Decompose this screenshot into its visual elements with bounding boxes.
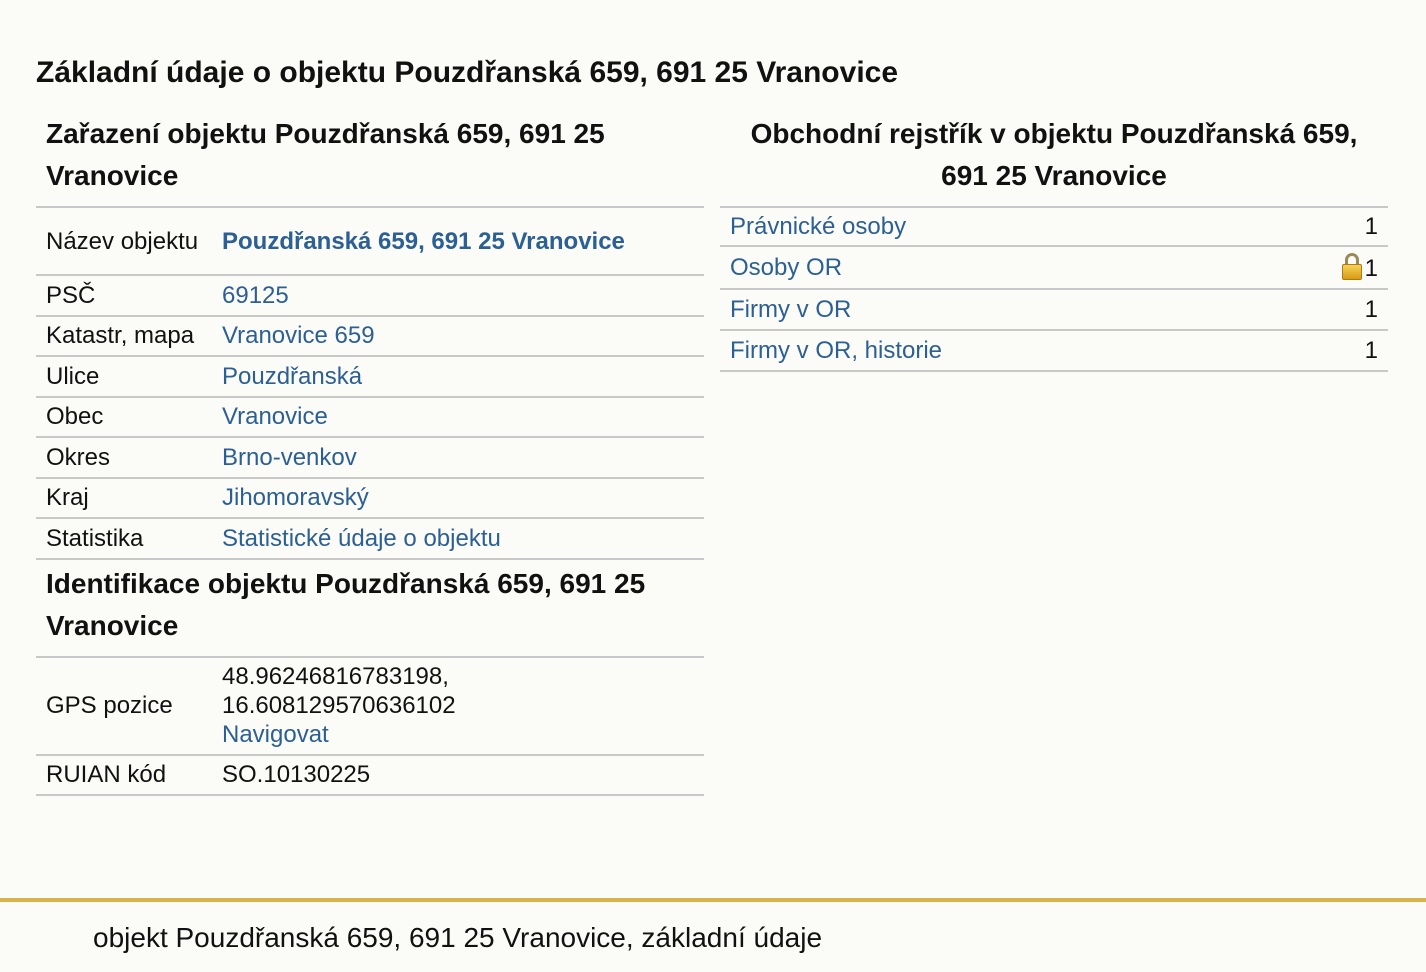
table-row — [36, 437, 704, 478]
identification-table — [36, 656, 704, 796]
lock-icon — [1341, 253, 1361, 279]
table-row — [36, 657, 704, 755]
identification-title: Identifikace objektu Pouzdřanská 659, 691 25 Vranovice — [46, 567, 646, 641]
table-row — [720, 289, 1388, 330]
table-row — [36, 316, 704, 357]
object-name-link[interactable]: Pouzdřanská 659, 691 25 Vranovice — [222, 227, 625, 255]
table-row — [36, 478, 704, 519]
cadastre-map-link[interactable]: Vranovice 659 — [222, 322, 375, 350]
companies-or-count: 1 — [1288, 289, 1388, 330]
street-link[interactable]: Pouzdřanská — [222, 362, 363, 390]
table-row — [720, 207, 1388, 246]
table-row — [36, 356, 704, 397]
left-column — [36, 110, 704, 796]
row-key-psc: PSČ — [36, 275, 212, 316]
companies-or-history-link[interactable]: Firmy v OR, historie — [730, 336, 943, 364]
business-register-table — [720, 206, 1388, 372]
table-row — [720, 246, 1388, 289]
municipality-link[interactable]: Vranovice — [222, 403, 328, 431]
table-row — [36, 397, 704, 438]
classification-title: Zařazení objektu Pouzdřanská 659, 691 25 Vranovice — [46, 118, 605, 191]
gps-longitude: 16.608129570636102 — [222, 692, 456, 719]
footer-text: objekt Pouzdřanská 659, 691 25 Vranovice, základní údaje — [93, 922, 823, 953]
statistics-link[interactable]: Statistické údaje o objektu — [222, 524, 501, 552]
gps-latitude: 48.96246816783198, — [222, 663, 449, 690]
row-key-cadastre: Katastr, mapa — [36, 316, 212, 357]
page-title: Základní údaje o objektu Pouzdřanská 659, 691 25 Vranovice — [36, 56, 899, 89]
row-key-gps: GPS pozice — [36, 657, 212, 755]
table-row — [36, 755, 704, 795]
classification-table — [36, 206, 704, 560]
table-row — [36, 518, 704, 559]
table-row — [720, 330, 1388, 371]
district-link[interactable]: Brno-venkov — [222, 443, 357, 471]
row-key-ruian: RUIAN kód — [36, 755, 212, 795]
companies-or-link[interactable]: Firmy v OR — [730, 295, 852, 323]
legal-entities-count: 1 — [1288, 207, 1388, 246]
companies-or-history-count: 1 — [1288, 330, 1388, 371]
row-key-district: Okres — [36, 437, 212, 478]
row-key-street: Ulice — [36, 356, 212, 397]
psc-link[interactable]: 69125 — [222, 281, 289, 309]
right-column — [720, 110, 1388, 372]
row-key-statistics: Statistika — [36, 518, 212, 559]
persons-or-count: 1 — [1364, 254, 1378, 282]
table-row — [36, 207, 704, 275]
persons-or-link[interactable]: Osoby OR — [730, 253, 843, 281]
row-key-municipality: Obec — [36, 397, 212, 438]
ruian-code: SO.10130225 — [212, 755, 704, 795]
region-link[interactable]: Jihomoravský — [222, 484, 369, 512]
legal-entities-link[interactable]: Právnické osoby — [730, 212, 907, 240]
row-key-region: Kraj — [36, 478, 212, 519]
business-register-title: Obchodní rejstřík v objektu Pouzdřanská 659, 691 25 Vranovice — [750, 118, 1358, 191]
footer-divider — [0, 898, 1426, 902]
table-row — [36, 275, 704, 316]
row-key-name: Název objektu — [36, 207, 212, 275]
navigate-link[interactable]: Navigovat — [222, 721, 329, 748]
